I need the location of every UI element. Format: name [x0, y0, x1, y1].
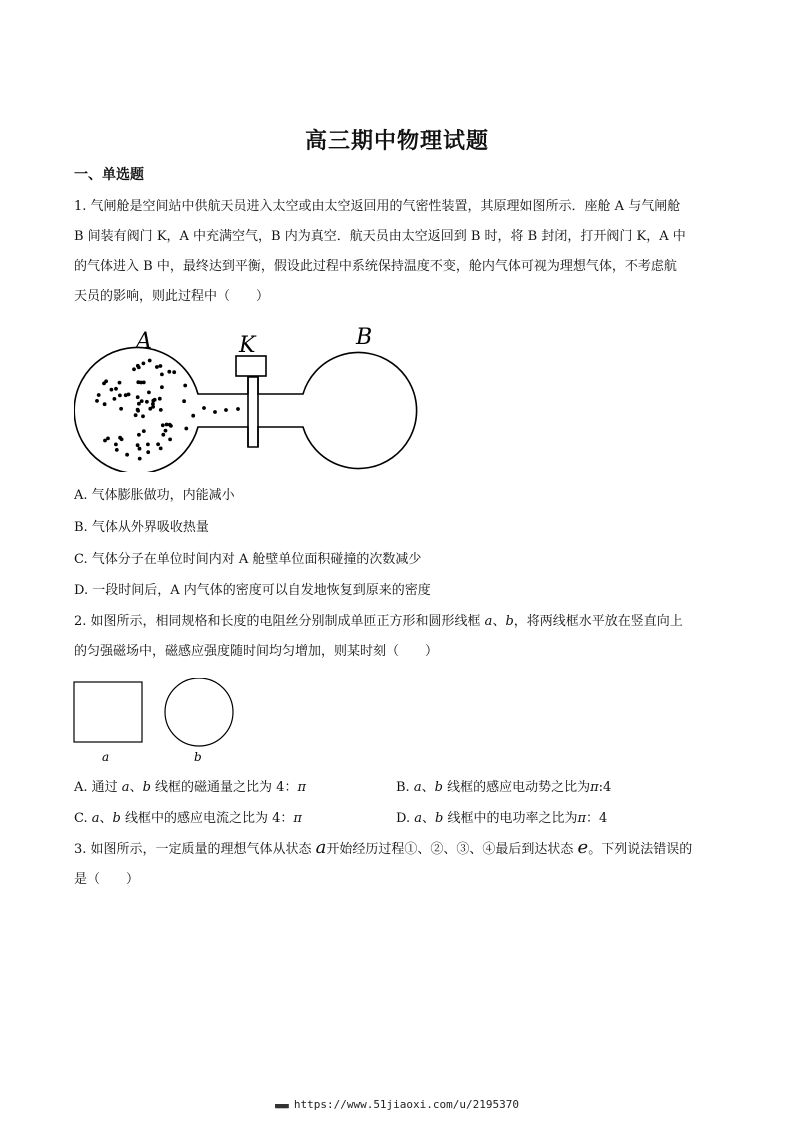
gas-molecule	[136, 395, 140, 399]
gas-molecule	[167, 370, 171, 374]
q2-option-d: D. a、b 线框中的电功率之比为π：4	[396, 811, 608, 826]
gas-molecule	[202, 406, 206, 410]
gas-molecule	[119, 407, 123, 411]
gas-molecule	[164, 429, 168, 433]
gas-molecule	[161, 423, 165, 427]
gas-molecule	[110, 388, 114, 392]
gas-molecule	[165, 423, 169, 427]
q3-line-2: 是（ ）	[74, 872, 140, 887]
gas-molecule	[132, 367, 136, 371]
gas-molecule	[142, 362, 146, 366]
gas-molecule	[213, 410, 217, 414]
gas-molecule	[236, 407, 240, 411]
gas-molecule	[113, 397, 117, 401]
gas-molecule	[148, 359, 152, 363]
gas-molecule	[136, 364, 140, 368]
gas-molecule	[161, 433, 165, 437]
gas-molecule	[104, 379, 108, 383]
q1-line-4: 天员的影响，则此过程中（ ）	[74, 289, 270, 304]
gas-molecule	[146, 443, 150, 447]
gas-molecule	[136, 443, 140, 447]
gas-molecule	[159, 447, 163, 451]
gas-molecule	[125, 453, 129, 457]
label-k: K	[239, 333, 256, 358]
gas-molecule	[224, 408, 228, 412]
gas-molecule	[115, 448, 119, 452]
page-title: 高三期中物理试题	[304, 129, 489, 154]
q1-line-3: 的气体进入 B 中，最终达到平衡，假设此过程中系统保持温度不变，舱内气体可视为理想气体，不考虑航	[74, 259, 677, 274]
gas-molecule	[103, 439, 107, 443]
gas-molecule	[172, 370, 176, 374]
gas-molecule	[160, 373, 164, 377]
gas-molecule	[114, 387, 118, 391]
gas-molecule	[103, 402, 107, 406]
gas-molecule	[146, 450, 150, 454]
gas-molecule	[140, 399, 144, 403]
gas-molecule	[118, 381, 122, 385]
gas-molecule	[137, 402, 141, 406]
q1-option-c: C. 气体分子在单位时间内对 A 舱壁单位面积碰撞的次数减少	[74, 552, 422, 567]
gas-molecule	[138, 447, 142, 451]
q1-line-1: 1. 气闸舱是空间站中供航天员进入太空或由太空返回用的气密性装置，其原理如图所示．座舱 A 与气闸舱	[74, 199, 681, 214]
gas-molecule	[168, 438, 172, 442]
q2-line-1: 2. 如图所示，相同规格和长度的电阻丝分别制成单匝正方形和圆形线框 a、b，将两线框水平放在竖直向上	[74, 614, 683, 629]
gas-molecule	[118, 394, 122, 398]
gas-molecule	[183, 384, 187, 388]
valve-k	[236, 356, 266, 376]
q3-line-1: 3. 如图所示，一定质量的理想气体从状态 a开始经历过程①、②、③、④最后到达状态 e。下列说法错误的	[74, 837, 693, 858]
q1-option-d: D. 一段时间后，A 内气体的密度可以自发地恢复到原来的密度	[74, 583, 431, 598]
gas-molecule	[155, 365, 159, 369]
label-a: A	[136, 329, 152, 354]
gas-molecule	[159, 364, 163, 368]
gas-molecule	[151, 405, 155, 409]
footer-watermark: ■■■■ https://www.51jiaoxi.com/u/2195370	[274, 1098, 520, 1111]
q2-option-b: B. a、b 线框的感应电动势之比为π:4	[396, 780, 612, 795]
label-circle-b: b	[194, 750, 202, 764]
label-b: B	[356, 325, 373, 350]
q1-option-a: A. 气体膨胀做功，内能减小	[74, 488, 235, 503]
gas-molecule	[159, 408, 163, 412]
gas-molecule	[184, 427, 188, 431]
gas-molecule	[191, 414, 195, 418]
gas-molecule	[95, 399, 99, 403]
footer-url: https://www.51jiaoxi.com/u/2195370	[293, 1098, 520, 1111]
gas-molecule	[147, 391, 151, 395]
gas-molecule	[145, 400, 149, 404]
q1-option-b: B. 气体从外界吸收热量	[74, 520, 209, 535]
gas-molecule	[142, 429, 146, 433]
gas-molecule	[160, 385, 164, 389]
gas-molecule	[153, 398, 157, 402]
q2-option-a: A. 通过 a、b 线框的磁通量之比为 4：π	[74, 780, 306, 795]
section-heading: 一、单选题	[74, 167, 144, 183]
q1-line-2: B 间装有阀门 K，A 中充满空气，B 内为真空．航天员由太空返回到 B 时，将 B 封闭，打开阀门 K，A 中	[74, 229, 686, 244]
gas-molecule	[118, 436, 122, 440]
gas-molecule	[124, 393, 128, 397]
circular-loop	[165, 678, 233, 746]
q2-option-c: C. a、b 线框中的感应电流之比为 4：π	[74, 811, 302, 826]
loops-diagram	[72, 678, 252, 768]
gas-molecule	[97, 393, 101, 397]
q2-line-2: 的匀强磁场中，磁感应强度随时间均匀增加，则某时刻（ ）	[74, 644, 439, 659]
gas-molecules	[95, 359, 240, 461]
gas-molecule	[114, 443, 118, 447]
airlock-diagram	[74, 322, 434, 472]
label-square-a: a	[102, 750, 110, 764]
gas-molecule	[156, 442, 160, 446]
gas-molecule	[182, 399, 186, 403]
gas-molecule	[137, 433, 141, 437]
square-loop	[74, 682, 142, 742]
gas-molecule	[139, 381, 143, 385]
gas-molecule	[134, 413, 138, 417]
gas-molecule	[136, 408, 140, 412]
gas-molecule	[158, 397, 162, 401]
gas-molecule	[141, 414, 145, 418]
gas-molecule	[138, 457, 142, 461]
